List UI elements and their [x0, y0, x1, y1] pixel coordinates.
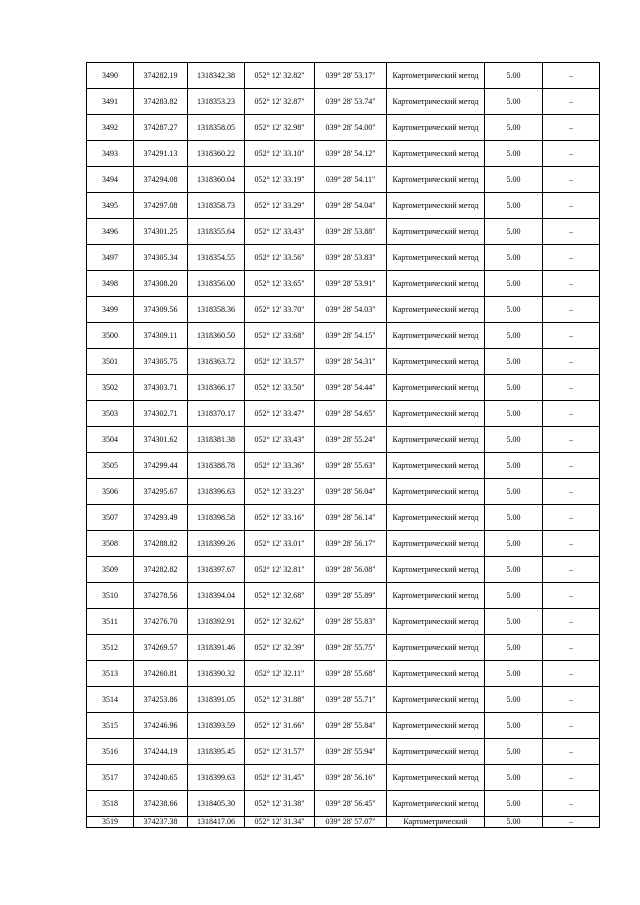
y-coordinate-cell: 1318398.58 [188, 505, 245, 531]
latitude-cell: 052° 12' 33.43" [245, 427, 315, 453]
x-coordinate-cell: 374299.44 [134, 453, 188, 479]
method-cell: Картометрический метод [387, 89, 485, 115]
longitude-cell: 039° 28' 54.31" [315, 349, 387, 375]
method-cell: Картометрический метод [387, 687, 485, 713]
note-cell: – [543, 713, 600, 739]
latitude-cell: 052° 12' 31.34" [245, 817, 315, 828]
point-number-cell: 3492 [87, 115, 134, 141]
longitude-cell: 039° 28' 55.83" [315, 609, 387, 635]
method-cell: Картометрический метод [387, 401, 485, 427]
accuracy-cell: 5.00 [485, 531, 543, 557]
accuracy-cell: 5.00 [485, 271, 543, 297]
method-cell: Картометрический метод [387, 245, 485, 271]
longitude-cell: 039° 28' 54.15" [315, 323, 387, 349]
point-number-cell: 3496 [87, 219, 134, 245]
x-coordinate-cell: 374302.71 [134, 401, 188, 427]
point-number-cell: 3512 [87, 635, 134, 661]
table-row [87, 791, 600, 817]
y-coordinate-cell: 1318388.78 [188, 453, 245, 479]
note-cell: – [543, 245, 600, 271]
longitude-cell: 039° 28' 56.08" [315, 557, 387, 583]
table-row [87, 141, 600, 167]
y-coordinate-cell: 1318363.72 [188, 349, 245, 375]
note-cell: – [543, 791, 600, 817]
table-row [87, 349, 600, 375]
y-coordinate-cell: 1318370.17 [188, 401, 245, 427]
table-row [87, 583, 600, 609]
table-row [87, 739, 600, 765]
longitude-cell: 039° 28' 53.91" [315, 271, 387, 297]
point-number-cell: 3510 [87, 583, 134, 609]
table-row [87, 531, 600, 557]
method-cell: Картометрический метод [387, 271, 485, 297]
table-row [87, 765, 600, 791]
table-row [87, 115, 600, 141]
point-number-cell: 3493 [87, 141, 134, 167]
note-cell: – [543, 401, 600, 427]
note-cell: – [543, 635, 600, 661]
table-row [87, 89, 600, 115]
table-row [87, 271, 600, 297]
coordinates-table [86, 62, 600, 828]
table-row [87, 245, 600, 271]
point-number-cell: 3507 [87, 505, 134, 531]
latitude-cell: 052° 12' 32.82" [245, 63, 315, 89]
point-number-cell: 3519 [87, 817, 134, 828]
method-cell: Картометрический метод [387, 323, 485, 349]
note-cell: – [543, 479, 600, 505]
x-coordinate-cell: 374301.62 [134, 427, 188, 453]
x-coordinate-cell: 374282.82 [134, 557, 188, 583]
method-cell: Картометрический метод [387, 297, 485, 323]
point-number-cell: 3498 [87, 271, 134, 297]
y-coordinate-cell: 1318397.67 [188, 557, 245, 583]
accuracy-cell: 5.00 [485, 583, 543, 609]
x-coordinate-cell: 374269.57 [134, 635, 188, 661]
latitude-cell: 052° 12' 33.65" [245, 271, 315, 297]
method-cell: Картометрический метод [387, 661, 485, 687]
x-coordinate-cell: 374278.56 [134, 583, 188, 609]
x-coordinate-cell: 374240.65 [134, 765, 188, 791]
y-coordinate-cell: 1318360.22 [188, 141, 245, 167]
accuracy-cell: 5.00 [485, 713, 543, 739]
x-coordinate-cell: 374276.70 [134, 609, 188, 635]
y-coordinate-cell: 1318393.59 [188, 713, 245, 739]
note-cell: – [543, 583, 600, 609]
accuracy-cell: 5.00 [485, 479, 543, 505]
latitude-cell: 052° 12' 31.45" [245, 765, 315, 791]
accuracy-cell: 5.00 [485, 661, 543, 687]
accuracy-cell: 5.00 [485, 765, 543, 791]
note-cell: – [543, 609, 600, 635]
y-coordinate-cell: 1318353.23 [188, 89, 245, 115]
accuracy-cell: 5.00 [485, 193, 543, 219]
table-row [87, 635, 600, 661]
method-cell: Картометрический метод [387, 531, 485, 557]
latitude-cell: 052° 12' 32.62" [245, 609, 315, 635]
longitude-cell: 039° 28' 54.65" [315, 401, 387, 427]
x-coordinate-cell: 374288.82 [134, 531, 188, 557]
x-coordinate-cell: 374305.34 [134, 245, 188, 271]
latitude-cell: 052° 12' 31.57" [245, 739, 315, 765]
note-cell: – [543, 297, 600, 323]
method-cell: Картометрический метод [387, 609, 485, 635]
note-cell: – [543, 661, 600, 687]
point-number-cell: 3514 [87, 687, 134, 713]
table-row [87, 375, 600, 401]
latitude-cell: 052° 12' 33.10" [245, 141, 315, 167]
accuracy-cell: 5.00 [485, 167, 543, 193]
longitude-cell: 039° 28' 55.63" [315, 453, 387, 479]
x-coordinate-cell: 374309.56 [134, 297, 188, 323]
longitude-cell: 039° 28' 54.00" [315, 115, 387, 141]
latitude-cell: 052° 12' 32.39" [245, 635, 315, 661]
point-number-cell: 3513 [87, 661, 134, 687]
table-body [87, 63, 600, 828]
table-row [87, 297, 600, 323]
method-cell: Картометрический метод [387, 557, 485, 583]
point-number-cell: 3515 [87, 713, 134, 739]
latitude-cell: 052° 12' 32.98" [245, 115, 315, 141]
latitude-cell: 052° 12' 33.70" [245, 297, 315, 323]
longitude-cell: 039° 28' 56.14" [315, 505, 387, 531]
accuracy-cell: 5.00 [485, 245, 543, 271]
x-coordinate-cell: 374291.13 [134, 141, 188, 167]
accuracy-cell: 5.00 [485, 297, 543, 323]
x-coordinate-cell: 374309.11 [134, 323, 188, 349]
note-cell: – [543, 453, 600, 479]
x-coordinate-cell: 374308.20 [134, 271, 188, 297]
longitude-cell: 039° 28' 53.74" [315, 89, 387, 115]
accuracy-cell: 5.00 [485, 219, 543, 245]
longitude-cell: 039° 28' 56.45" [315, 791, 387, 817]
table-row [87, 557, 600, 583]
longitude-cell: 039° 28' 56.16" [315, 765, 387, 791]
note-cell: – [543, 375, 600, 401]
latitude-cell: 052° 12' 31.66" [245, 713, 315, 739]
accuracy-cell: 5.00 [485, 687, 543, 713]
latitude-cell: 052° 12' 33.50" [245, 375, 315, 401]
y-coordinate-cell: 1318355.64 [188, 219, 245, 245]
method-cell: Картометрический метод [387, 583, 485, 609]
note-cell: – [543, 323, 600, 349]
table-row [87, 713, 600, 739]
note-cell: – [543, 531, 600, 557]
longitude-cell: 039° 28' 53.83" [315, 245, 387, 271]
method-cell: Картометрический метод [387, 219, 485, 245]
table-row [87, 427, 600, 453]
point-number-cell: 3491 [87, 89, 134, 115]
longitude-cell: 039° 28' 53.17" [315, 63, 387, 89]
point-number-cell: 3502 [87, 375, 134, 401]
longitude-cell: 039° 28' 56.17" [315, 531, 387, 557]
x-coordinate-cell: 374303.71 [134, 375, 188, 401]
x-coordinate-cell: 374283.82 [134, 89, 188, 115]
method-cell: Картометрический метод [387, 453, 485, 479]
latitude-cell: 052° 12' 32.68" [245, 583, 315, 609]
x-coordinate-cell: 374244.19 [134, 739, 188, 765]
method-cell: Картометрический метод [387, 193, 485, 219]
y-coordinate-cell: 1318342.38 [188, 63, 245, 89]
accuracy-cell: 5.00 [485, 349, 543, 375]
latitude-cell: 052° 12' 33.47" [245, 401, 315, 427]
latitude-cell: 052° 12' 31.88" [245, 687, 315, 713]
accuracy-cell: 5.00 [485, 817, 543, 828]
method-cell: Картометрический метод [387, 479, 485, 505]
longitude-cell: 039° 28' 54.04" [315, 193, 387, 219]
x-coordinate-cell: 374282.19 [134, 63, 188, 89]
y-coordinate-cell: 1318390.32 [188, 661, 245, 687]
table-row [87, 219, 600, 245]
point-number-cell: 3499 [87, 297, 134, 323]
table-row [87, 609, 600, 635]
y-coordinate-cell: 1318381.38 [188, 427, 245, 453]
longitude-cell: 039° 28' 55.84" [315, 713, 387, 739]
point-number-cell: 3516 [87, 739, 134, 765]
longitude-cell: 039° 28' 55.89" [315, 583, 387, 609]
accuracy-cell: 5.00 [485, 375, 543, 401]
table-row [87, 453, 600, 479]
longitude-cell: 039° 28' 54.11" [315, 167, 387, 193]
table-row [87, 661, 600, 687]
x-coordinate-cell: 374305.75 [134, 349, 188, 375]
latitude-cell: 052° 12' 33.36" [245, 453, 315, 479]
longitude-cell: 039° 28' 55.24" [315, 427, 387, 453]
latitude-cell: 052° 12' 32.81" [245, 557, 315, 583]
x-coordinate-cell: 374287.27 [134, 115, 188, 141]
y-coordinate-cell: 1318366.17 [188, 375, 245, 401]
longitude-cell: 039° 28' 54.03" [315, 297, 387, 323]
x-coordinate-cell: 374253.86 [134, 687, 188, 713]
method-cell: Картометрический метод [387, 739, 485, 765]
y-coordinate-cell: 1318396.63 [188, 479, 245, 505]
method-cell: Картометрический [387, 817, 485, 828]
longitude-cell: 039° 28' 55.75" [315, 635, 387, 661]
note-cell: – [543, 349, 600, 375]
y-coordinate-cell: 1318358.73 [188, 193, 245, 219]
x-coordinate-cell: 374260.81 [134, 661, 188, 687]
note-cell: – [543, 63, 600, 89]
x-coordinate-cell: 374301.25 [134, 219, 188, 245]
y-coordinate-cell: 1318358.36 [188, 297, 245, 323]
y-coordinate-cell: 1318360.04 [188, 167, 245, 193]
table-row [87, 323, 600, 349]
accuracy-cell: 5.00 [485, 453, 543, 479]
longitude-cell: 039° 28' 53.88" [315, 219, 387, 245]
point-number-cell: 3497 [87, 245, 134, 271]
point-number-cell: 3501 [87, 349, 134, 375]
method-cell: Картометрический метод [387, 141, 485, 167]
method-cell: Картометрический метод [387, 635, 485, 661]
method-cell: Картометрический метод [387, 167, 485, 193]
point-number-cell: 3494 [87, 167, 134, 193]
note-cell: – [543, 271, 600, 297]
accuracy-cell: 5.00 [485, 609, 543, 635]
point-number-cell: 3517 [87, 765, 134, 791]
table-row [87, 63, 600, 89]
x-coordinate-cell: 374238.66 [134, 791, 188, 817]
table-row [87, 167, 600, 193]
y-coordinate-cell: 1318399.63 [188, 765, 245, 791]
table-row [87, 687, 600, 713]
note-cell: – [543, 739, 600, 765]
method-cell: Картометрический метод [387, 349, 485, 375]
point-number-cell: 3505 [87, 453, 134, 479]
y-coordinate-cell: 1318395.45 [188, 739, 245, 765]
latitude-cell: 052° 12' 33.16" [245, 505, 315, 531]
y-coordinate-cell: 1318405.30 [188, 791, 245, 817]
x-coordinate-cell: 374297.08 [134, 193, 188, 219]
accuracy-cell: 5.00 [485, 63, 543, 89]
latitude-cell: 052° 12' 33.19" [245, 167, 315, 193]
latitude-cell: 052° 12' 33.56" [245, 245, 315, 271]
accuracy-cell: 5.00 [485, 635, 543, 661]
latitude-cell: 052° 12' 32.87" [245, 89, 315, 115]
y-coordinate-cell: 1318417.06 [188, 817, 245, 828]
accuracy-cell: 5.00 [485, 115, 543, 141]
note-cell: – [543, 141, 600, 167]
point-number-cell: 3509 [87, 557, 134, 583]
point-number-cell: 3518 [87, 791, 134, 817]
longitude-cell: 039° 28' 57.07" [315, 817, 387, 828]
accuracy-cell: 5.00 [485, 791, 543, 817]
note-cell: – [543, 193, 600, 219]
note-cell: – [543, 765, 600, 791]
y-coordinate-cell: 1318360.50 [188, 323, 245, 349]
method-cell: Картометрический метод [387, 505, 485, 531]
longitude-cell: 039° 28' 54.44" [315, 375, 387, 401]
method-cell: Картометрический метод [387, 791, 485, 817]
latitude-cell: 052° 12' 33.01" [245, 531, 315, 557]
y-coordinate-cell: 1318391.05 [188, 687, 245, 713]
latitude-cell: 052° 12' 33.29" [245, 193, 315, 219]
y-coordinate-cell: 1318399.26 [188, 531, 245, 557]
method-cell: Картометрический метод [387, 63, 485, 89]
x-coordinate-cell: 374246.96 [134, 713, 188, 739]
accuracy-cell: 5.00 [485, 401, 543, 427]
note-cell: – [543, 557, 600, 583]
note-cell: – [543, 427, 600, 453]
accuracy-cell: 5.00 [485, 505, 543, 531]
point-number-cell: 3500 [87, 323, 134, 349]
point-number-cell: 3506 [87, 479, 134, 505]
accuracy-cell: 5.00 [485, 323, 543, 349]
x-coordinate-cell: 374294.08 [134, 167, 188, 193]
table-row [87, 817, 600, 828]
accuracy-cell: 5.00 [485, 739, 543, 765]
method-cell: Картометрический метод [387, 115, 485, 141]
x-coordinate-cell: 374293.49 [134, 505, 188, 531]
y-coordinate-cell: 1318356.00 [188, 271, 245, 297]
y-coordinate-cell: 1318391.46 [188, 635, 245, 661]
accuracy-cell: 5.00 [485, 557, 543, 583]
method-cell: Картометрический метод [387, 427, 485, 453]
method-cell: Картометрический метод [387, 713, 485, 739]
point-number-cell: 3490 [87, 63, 134, 89]
note-cell: – [543, 505, 600, 531]
y-coordinate-cell: 1318358.05 [188, 115, 245, 141]
y-coordinate-cell: 1318354.55 [188, 245, 245, 271]
note-cell: – [543, 817, 600, 828]
table-row [87, 401, 600, 427]
longitude-cell: 039° 28' 54.12" [315, 141, 387, 167]
longitude-cell: 039° 28' 55.94" [315, 739, 387, 765]
point-number-cell: 3508 [87, 531, 134, 557]
y-coordinate-cell: 1318392.91 [188, 609, 245, 635]
table-row [87, 505, 600, 531]
longitude-cell: 039° 28' 55.71" [315, 687, 387, 713]
x-coordinate-cell: 374237.38 [134, 817, 188, 828]
method-cell: Картометрический метод [387, 765, 485, 791]
latitude-cell: 052° 12' 32.11" [245, 661, 315, 687]
method-cell: Картометрический метод [387, 375, 485, 401]
note-cell: – [543, 219, 600, 245]
y-coordinate-cell: 1318394.04 [188, 583, 245, 609]
latitude-cell: 052° 12' 31.38" [245, 791, 315, 817]
note-cell: – [543, 167, 600, 193]
point-number-cell: 3511 [87, 609, 134, 635]
table-row [87, 479, 600, 505]
note-cell: – [543, 687, 600, 713]
table-row [87, 193, 600, 219]
longitude-cell: 039° 28' 55.68" [315, 661, 387, 687]
latitude-cell: 052° 12' 33.68" [245, 323, 315, 349]
point-number-cell: 3495 [87, 193, 134, 219]
point-number-cell: 3503 [87, 401, 134, 427]
accuracy-cell: 5.00 [485, 427, 543, 453]
note-cell: – [543, 115, 600, 141]
accuracy-cell: 5.00 [485, 141, 543, 167]
latitude-cell: 052° 12' 33.23" [245, 479, 315, 505]
latitude-cell: 052° 12' 33.43" [245, 219, 315, 245]
point-number-cell: 3504 [87, 427, 134, 453]
latitude-cell: 052° 12' 33.57" [245, 349, 315, 375]
accuracy-cell: 5.00 [485, 89, 543, 115]
note-cell: – [543, 89, 600, 115]
x-coordinate-cell: 374295.67 [134, 479, 188, 505]
longitude-cell: 039° 28' 56.04" [315, 479, 387, 505]
